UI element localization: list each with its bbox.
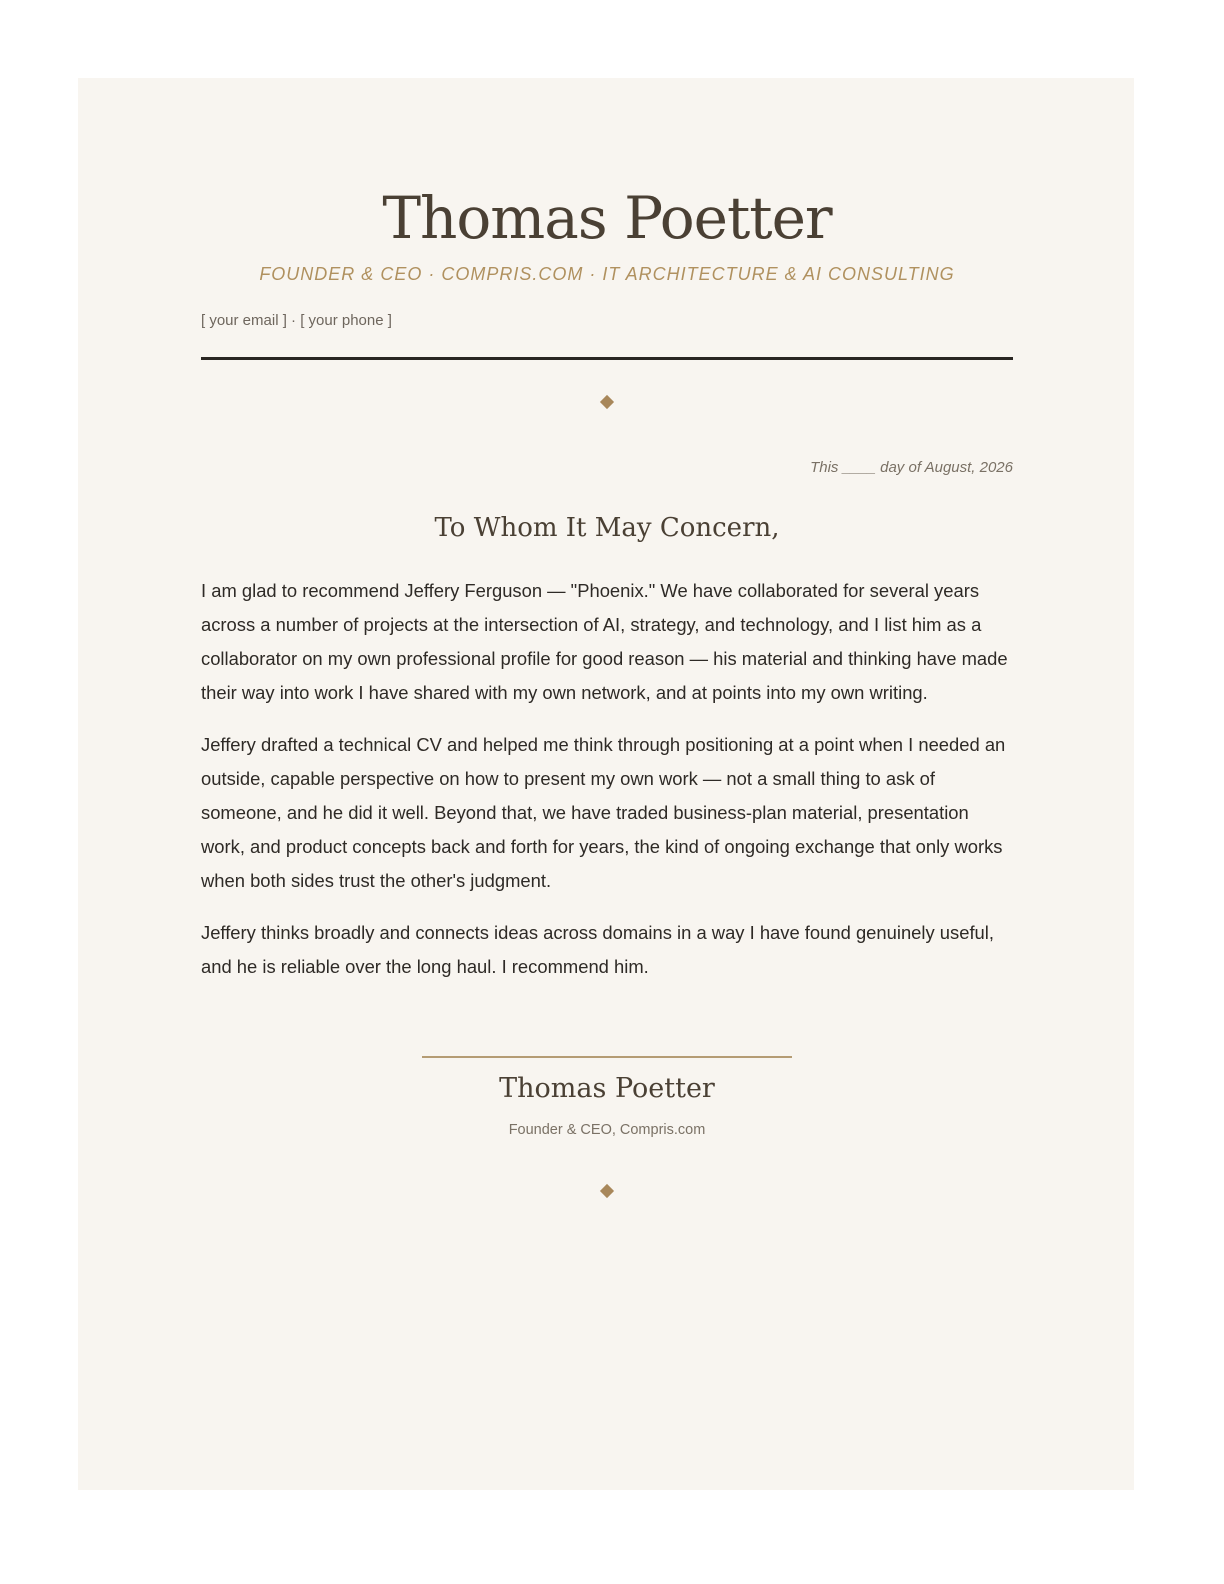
letter-sheet (78, 78, 1134, 1490)
letterhead-contact: [ your email ] · [ your phone ] (201, 312, 392, 329)
signature-name: Thomas Poetter (499, 1073, 715, 1104)
salutation: To Whom It May Concern, (434, 513, 780, 543)
body-paragraph: I am glad to recommend Jeffery Ferguson — "Phoenix." We have collaborated for several years across a number of projects at the intersection of AI, strategy, and technology, and I list him as a collaborator on my own professional profile for good reason — his material and thinking have made their way into work I have shared with my own network, and at points into my own writing. (201, 580, 1008, 703)
letterhead-tagline: FOUNDER & CEO · COMPRIS.COM · IT ARCHITECTURE & AI CONSULTING (259, 264, 955, 284)
signature-title: Founder & CEO, Compris.com (508, 1122, 706, 1138)
letter-body (201, 574, 1013, 1002)
letter-date: This ____ day of August, 2026 (810, 459, 1013, 476)
letterhead-name: Thomas Poetter (382, 184, 832, 252)
body-paragraph: Jeffery thinks broadly and connects ideas across domains in a way I have found genuinely useful, and he is reliable over the long haul. I recommend him. (201, 922, 994, 977)
header-divider (201, 357, 1013, 360)
diamond-icon (600, 1184, 614, 1198)
body-paragraph: Jeffery drafted a technical CV and helped me think through positioning at a point when I needed an outside, capable perspective on how to present my own work — not a small thing to ask of someone, and he did it well. Beyond that, we have traded business-plan material, presentation work, and product concepts back and forth for years, the kind of ongoing exchange that only works when both sides trust the other's judgment. (201, 734, 1006, 891)
letter-content (201, 78, 1013, 1490)
signature-line (422, 1056, 792, 1058)
diamond-icon (600, 395, 614, 409)
